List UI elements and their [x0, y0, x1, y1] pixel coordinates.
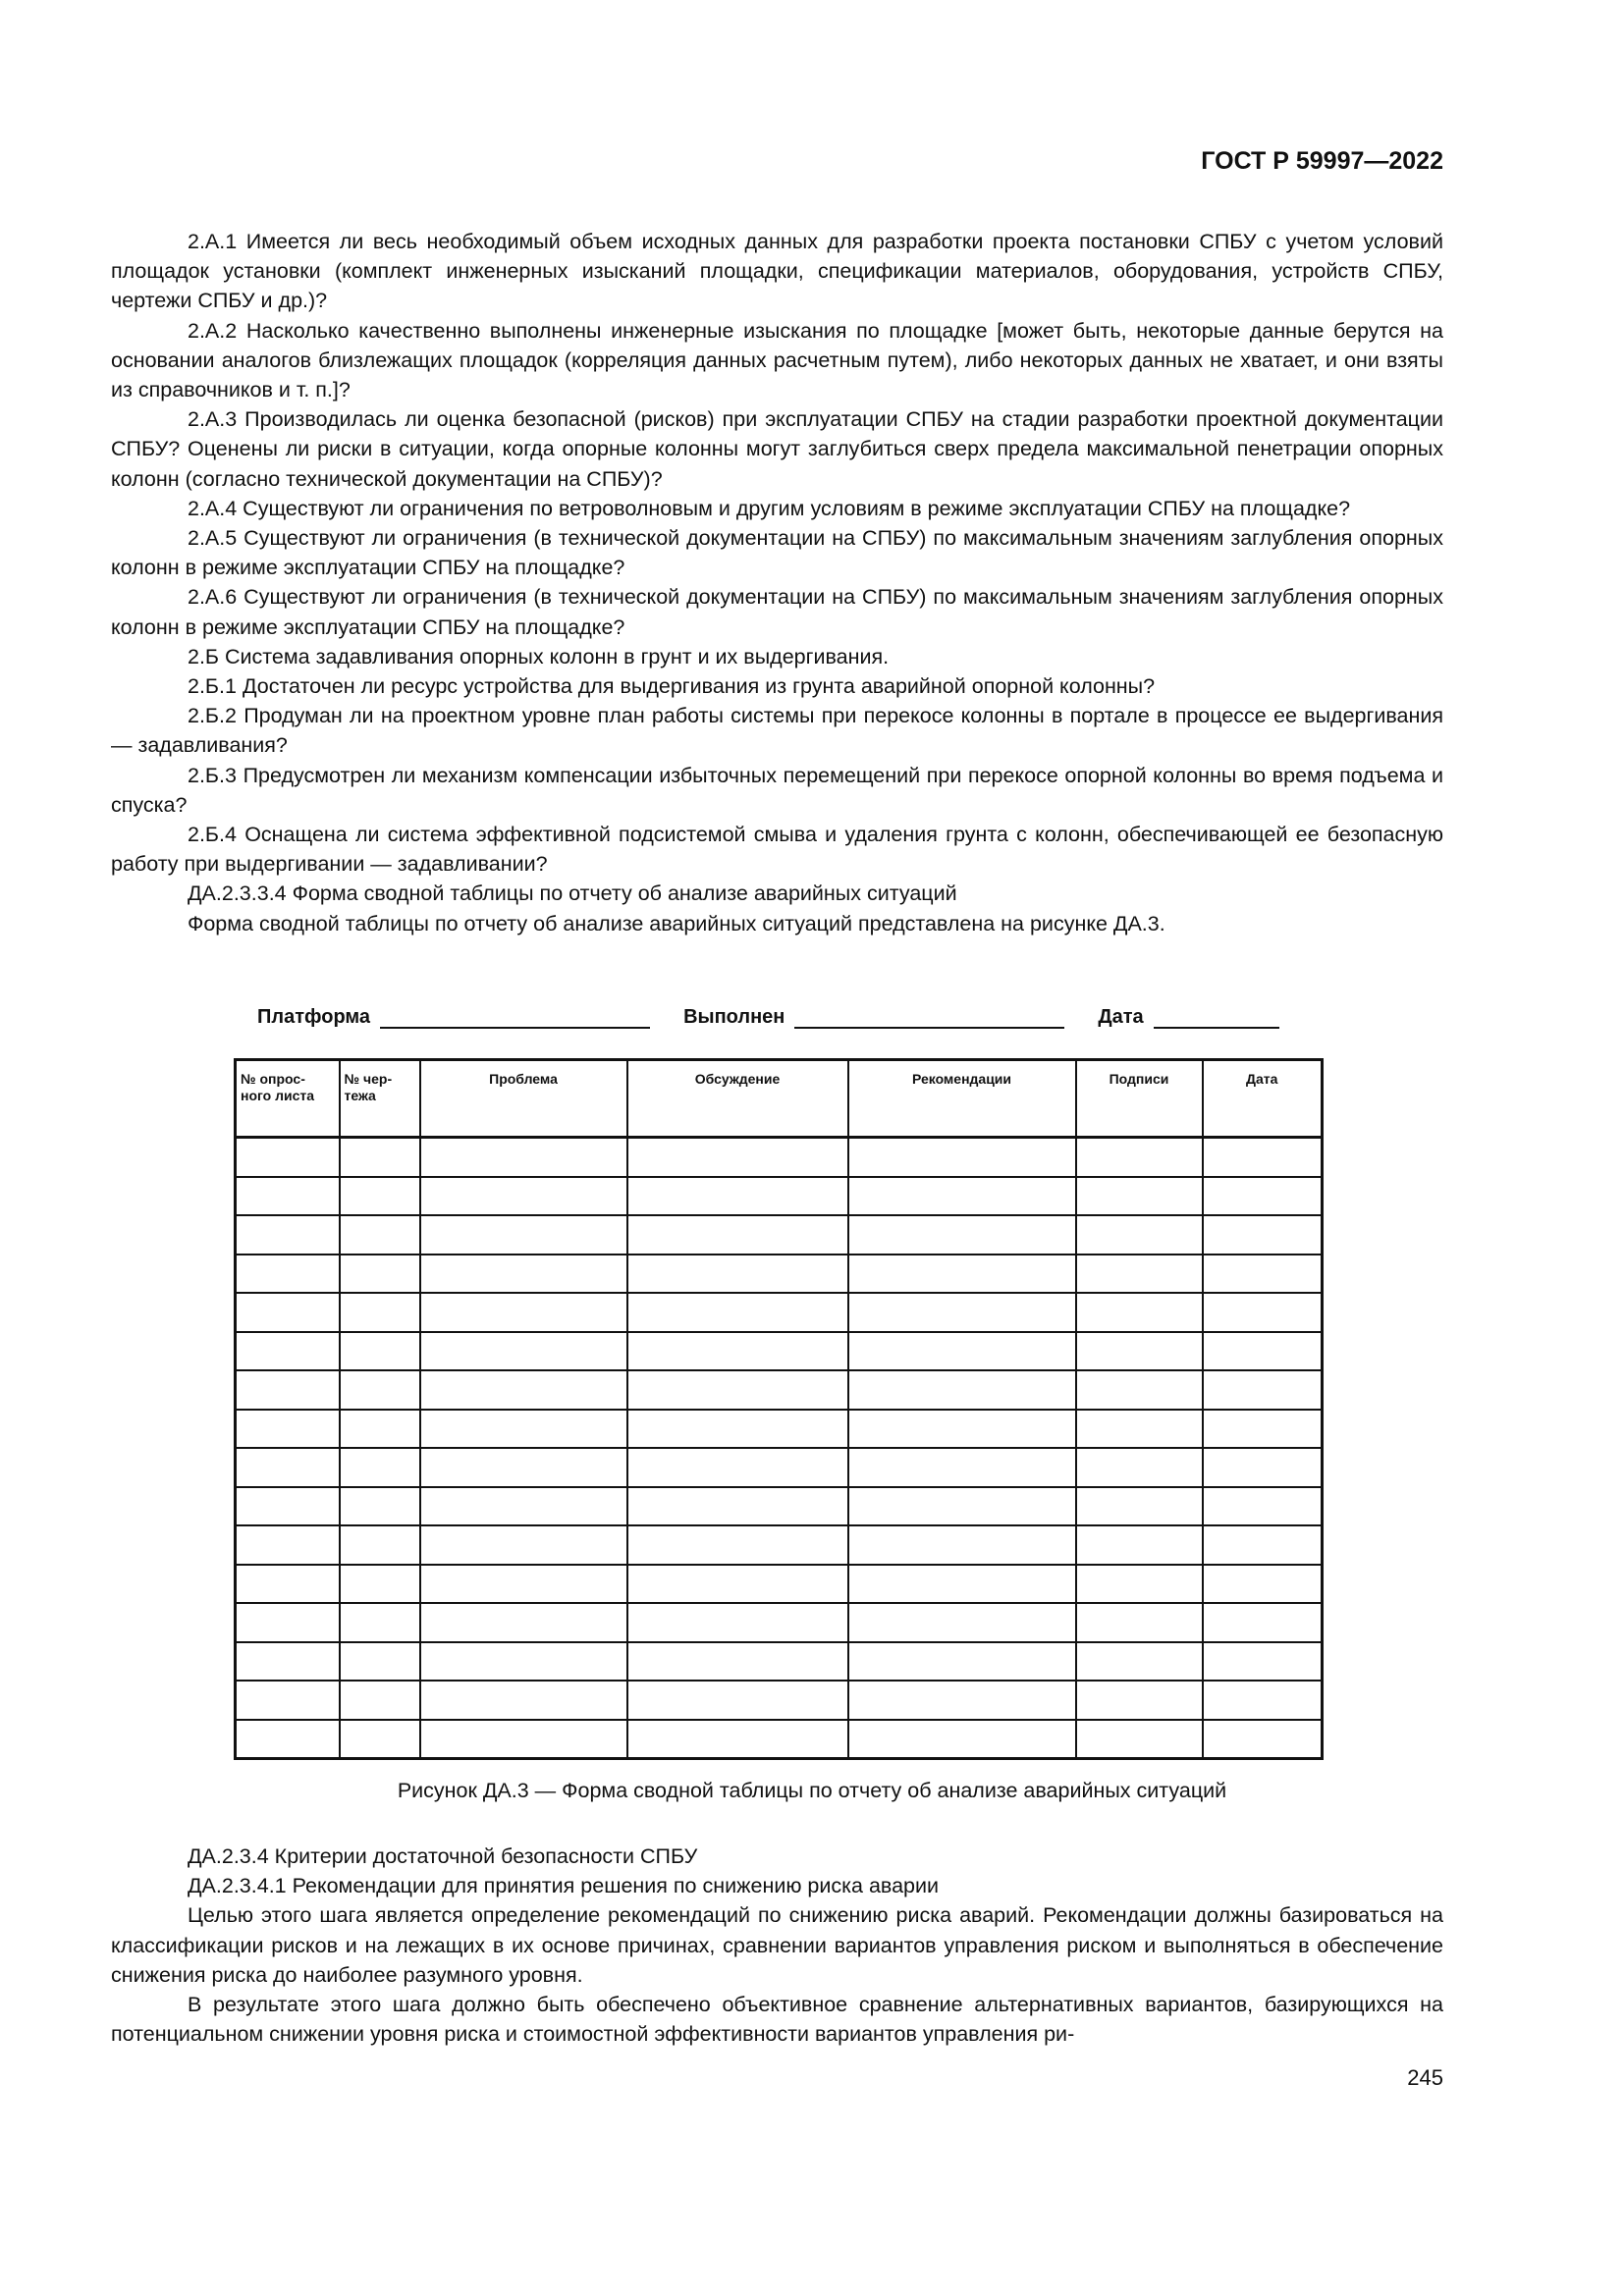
table-cell	[848, 1215, 1076, 1255]
table-cell	[627, 1720, 848, 1759]
table-cell	[236, 1448, 340, 1487]
table-cell	[1203, 1487, 1323, 1526]
table-cell	[627, 1255, 848, 1294]
table-cell	[1076, 1448, 1203, 1487]
table-cell	[848, 1565, 1076, 1604]
table-cell	[236, 1370, 340, 1410]
table-cell	[1076, 1177, 1203, 1216]
paragraph: 2.А.4 Существуют ли ограничения по ветроволновым и другим условиям в режиме эксплуатации СПБУ на площадке?	[188, 496, 1351, 520]
table-cell	[340, 1525, 420, 1565]
column-header: Проблема	[420, 1060, 627, 1138]
table-cell	[848, 1681, 1076, 1720]
table-row	[236, 1177, 1323, 1216]
paragraph: 2.Б.3 Предусмотрен ли механизм компенсации избыточных перемещений при перекосе опорной колонны во время подъема и спуска?	[111, 763, 1443, 817]
table-cell	[1076, 1138, 1203, 1177]
table-row	[236, 1603, 1323, 1642]
table-cell	[627, 1370, 848, 1410]
table-cell	[340, 1410, 420, 1449]
table-cell	[236, 1487, 340, 1526]
table-cell	[848, 1255, 1076, 1294]
table-row	[236, 1293, 1323, 1332]
table-cell	[340, 1215, 420, 1255]
paragraph: В результате этого шага должно быть обеспечено объективное сравнение альтернативных вариантов, базирующихся на потенциальном снижении уровня риска и стоимостной эффективности вариантов управления ри-	[111, 1993, 1443, 2047]
table-cell	[1203, 1525, 1323, 1565]
table-cell	[236, 1410, 340, 1449]
paragraph: ДА.2.3.4.1 Рекомендации для принятия решения по снижению риска аварии	[188, 1874, 940, 1898]
table-cell	[1203, 1138, 1323, 1177]
table-cell	[1203, 1332, 1323, 1371]
column-header: Подписи	[1076, 1060, 1203, 1138]
table-cell	[340, 1487, 420, 1526]
paragraph: 2.А.2 Насколько качественно выполнены инженерные изыскания по площадке [может быть, некоторые данные берутся на основании аналогов близлежащих площадок (корреляция данных расчетным путем), либо некоторых данных не хватает, и они взяты из справочников и т. п.]?	[111, 318, 1443, 402]
table-cell	[627, 1138, 848, 1177]
table-cell	[848, 1642, 1076, 1682]
table-cell	[1203, 1215, 1323, 1255]
column-header: Рекомендации	[848, 1060, 1076, 1138]
table-cell	[627, 1565, 848, 1604]
table-cell	[1076, 1255, 1203, 1294]
date-label: Дата	[1098, 1006, 1144, 1028]
table-cell	[420, 1525, 627, 1565]
table-cell	[1203, 1255, 1323, 1294]
table-cell	[420, 1332, 627, 1371]
table-cell	[1076, 1410, 1203, 1449]
table-header-row	[236, 1060, 1323, 1138]
table-cell	[1203, 1448, 1323, 1487]
table-cell	[848, 1410, 1076, 1449]
table-row	[236, 1487, 1323, 1526]
table-cell	[1203, 1293, 1323, 1332]
table-cell	[848, 1293, 1076, 1332]
done-line	[794, 1005, 1064, 1029]
table-cell	[848, 1720, 1076, 1759]
table-cell	[340, 1448, 420, 1487]
table-cell	[1203, 1177, 1323, 1216]
table-cell	[340, 1138, 420, 1177]
table-cell	[627, 1448, 848, 1487]
table-row	[236, 1410, 1323, 1449]
table-cell	[236, 1565, 340, 1604]
table-cell	[236, 1177, 340, 1216]
table-cell	[627, 1177, 848, 1216]
table-row	[236, 1642, 1323, 1682]
table-cell	[340, 1177, 420, 1216]
table-cell	[1203, 1681, 1323, 1720]
table-cell	[627, 1293, 848, 1332]
table-cell	[420, 1177, 627, 1216]
paragraph: 2.А.1 Имеется ли весь необходимый объем исходных данных для разработки проекта постановки СПБУ с учетом условий площадок установки (комплект инженерных изысканий площадки, спецификации материалов, оборудования, устройств СПБУ, чертежи СПБУ и др.)?	[111, 230, 1443, 313]
table-cell	[236, 1138, 340, 1177]
summary-table	[234, 1058, 1324, 1760]
table-cell	[848, 1332, 1076, 1371]
top-text	[111, 227, 1443, 938]
table-cell	[1203, 1410, 1323, 1449]
table-cell	[848, 1487, 1076, 1526]
table-cell	[420, 1565, 627, 1604]
table-cell	[1203, 1642, 1323, 1682]
table-cell	[236, 1603, 340, 1642]
table-cell	[236, 1255, 340, 1294]
table-cell	[340, 1370, 420, 1410]
table-cell	[340, 1255, 420, 1294]
table-cell	[1076, 1642, 1203, 1682]
table-cell	[627, 1642, 848, 1682]
date-line	[1154, 1005, 1279, 1029]
table-row	[236, 1448, 1323, 1487]
table-cell	[420, 1255, 627, 1294]
table-cell	[340, 1642, 420, 1682]
bottom-text	[111, 1842, 1443, 2049]
table-cell	[848, 1138, 1076, 1177]
table-cell	[1076, 1720, 1203, 1759]
table-cell	[1076, 1332, 1203, 1371]
paragraph: 2.Б.2 Продуман ли на проектном уровне план работы системы при перекосе колонны в портале в процессе ее выдергивания — задавливания?	[111, 704, 1443, 758]
table-row	[236, 1215, 1323, 1255]
table-row	[236, 1332, 1323, 1371]
table-cell	[340, 1565, 420, 1604]
paragraph: ДА.2.3.4 Критерии достаточной безопасности СПБУ	[188, 1844, 698, 1868]
document-header: ГОСТ Р 59997—2022	[1201, 147, 1443, 175]
table-cell	[340, 1681, 420, 1720]
table-cell	[420, 1215, 627, 1255]
paragraph: ДА.2.3.3.4 Форма сводной таблицы по отчету об анализе аварийных ситуаций	[188, 881, 957, 906]
table-cell	[1076, 1525, 1203, 1565]
paragraph: 2.Б Система задавливания опорных колонн в грунт и их выдергивания.	[188, 644, 890, 668]
table-cell	[848, 1525, 1076, 1565]
table-cell	[236, 1293, 340, 1332]
table-cell	[420, 1448, 627, 1487]
table-cell	[1076, 1215, 1203, 1255]
table-cell	[420, 1681, 627, 1720]
table-cell	[1076, 1487, 1203, 1526]
column-header: № чер-тежа	[340, 1060, 420, 1138]
table-cell	[1203, 1603, 1323, 1642]
table-cell	[340, 1293, 420, 1332]
table-cell	[1076, 1603, 1203, 1642]
table-cell	[420, 1410, 627, 1449]
table-cell	[1076, 1293, 1203, 1332]
table-cell	[420, 1642, 627, 1682]
column-header: Обсуждение	[627, 1060, 848, 1138]
figure-caption: Рисунок ДА.3 — Форма сводной таблицы по отчету об анализе аварийных ситуаций	[397, 1779, 1227, 1802]
table-cell	[340, 1603, 420, 1642]
table-cell	[1203, 1720, 1323, 1759]
table-cell	[627, 1332, 848, 1371]
table-cell	[848, 1177, 1076, 1216]
table-cell	[1076, 1370, 1203, 1410]
table-row	[236, 1138, 1323, 1177]
table-cell	[627, 1215, 848, 1255]
table-cell	[420, 1603, 627, 1642]
table-cell	[1076, 1565, 1203, 1604]
table-row	[236, 1255, 1323, 1294]
paragraph: 2.А.3 Производилась ли оценка безопасной (рисков) при эксплуатации СПБУ на стадии разработки проектной документации СПБУ? Оценены ли риски в ситуации, когда опорные колонны могут заглубиться сверх предела максимальной пенетрации опорных колонн (согласно технической документации на СПБУ)?	[111, 407, 1443, 491]
platform-label: Платформа	[257, 1006, 371, 1028]
table-row	[236, 1370, 1323, 1410]
paragraph: 2.Б.4 Оснащена ли система эффективной подсистемой смыва и удаления грунта с колонн, обеспечивающей ее безопасную работу при выдергивании — задавливании?	[111, 823, 1443, 877]
table-cell	[236, 1525, 340, 1565]
table-cell	[420, 1720, 627, 1759]
table-cell	[236, 1681, 340, 1720]
table-row	[236, 1720, 1323, 1759]
table-cell	[848, 1603, 1076, 1642]
form-fields	[257, 1005, 1308, 1029]
table-cell	[1076, 1681, 1203, 1720]
paragraph: 2.А.6 Существуют ли ограничения (в технической документации на СПБУ) по максимальным значениям заглубления опорных колонн в режиме эксплуатации СПБУ на площадке?	[111, 585, 1443, 639]
table-cell	[340, 1332, 420, 1371]
table-cell	[848, 1370, 1076, 1410]
table-cell	[627, 1487, 848, 1526]
paragraph: 2.Б.1 Достаточен ли ресурс устройства для выдергивания из грунта аварийной опорной колонны?	[188, 674, 1156, 699]
column-header: № опрос-ного листа	[236, 1060, 340, 1138]
column-header: Дата	[1203, 1060, 1323, 1138]
table-cell	[627, 1525, 848, 1565]
done-label: Выполнен	[683, 1006, 785, 1028]
table-cell	[420, 1293, 627, 1332]
table-cell	[1203, 1565, 1323, 1604]
table-cell	[627, 1410, 848, 1449]
table-cell	[420, 1487, 627, 1526]
table-cell	[420, 1370, 627, 1410]
table-cell	[236, 1215, 340, 1255]
table-cell	[627, 1681, 848, 1720]
table-cell	[848, 1448, 1076, 1487]
table-cell	[236, 1332, 340, 1371]
platform-line	[380, 1005, 650, 1029]
table-cell	[420, 1138, 627, 1177]
table-cell	[627, 1603, 848, 1642]
table-row	[236, 1681, 1323, 1720]
table-cell	[236, 1642, 340, 1682]
table-row	[236, 1525, 1323, 1565]
page-number: 245	[1407, 2065, 1443, 2090]
paragraph: Целью этого шага является определение рекомендаций по снижению риска аварий. Рекомендации должны базироваться на классификации рисков и на лежащих в их основе причинах, сравнении вариантов управления риском и выполняться в обеспечение снижения риска до наиболее разумного уровня.	[111, 1903, 1443, 1987]
table-row	[236, 1565, 1323, 1604]
paragraph: Форма сводной таблицы по отчету об анализе аварийных ситуаций представлена на рисунке ДА.3.	[188, 911, 1165, 935]
table-cell	[1203, 1370, 1323, 1410]
table-cell	[340, 1720, 420, 1759]
paragraph: 2.А.5 Существуют ли ограничения (в технической документации на СПБУ) по максимальным значениям заглубления опорных колонн в режиме эксплуатации СПБУ на площадке?	[111, 526, 1443, 580]
table-cell	[236, 1720, 340, 1759]
